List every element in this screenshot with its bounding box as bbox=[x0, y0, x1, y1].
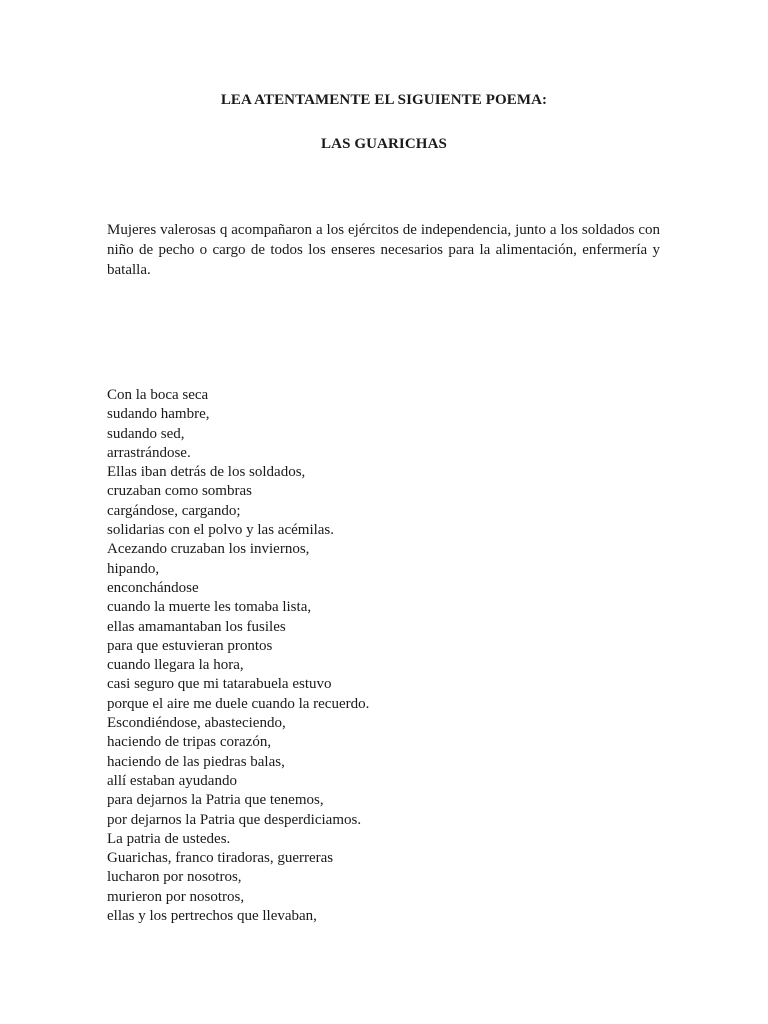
poem-line: casi seguro que mi tatarabuela estuvo bbox=[107, 676, 332, 693]
poem-line: cuando la muerte les tomaba lista, bbox=[107, 599, 312, 616]
poem-line: ellas y los pertrechos que llevaban, bbox=[107, 908, 317, 925]
poem-line: para que estuvieran prontos bbox=[107, 637, 273, 654]
poem-line: haciendo de tripas corazón, bbox=[107, 734, 272, 751]
poem-line: allí estaban ayudando bbox=[107, 772, 237, 789]
poem-line: enconchándose bbox=[107, 579, 199, 596]
poem-line: Escondiéndose, abasteciendo, bbox=[107, 715, 286, 732]
poem-line: ellas amamantaban los fusiles bbox=[107, 618, 286, 635]
instruction-heading: LEA ATENTAMENTE EL SIGUIENTE POEMA: bbox=[220, 92, 548, 108]
poem-line: La patria de ustedes. bbox=[107, 830, 231, 847]
poem-line: Acezando cruzaban los inviernos, bbox=[107, 541, 310, 558]
poem-line: Con la boca seca bbox=[107, 387, 209, 403]
poem-line: cuando llegara la hora, bbox=[107, 657, 244, 674]
poem-line: lucharon por nosotros, bbox=[107, 869, 242, 886]
poem-line: porque el aire me duele cuando la recuerdo. bbox=[107, 695, 370, 712]
poem-line: hipando, bbox=[107, 560, 160, 577]
poem-line: solidarias con el polvo y las acémilas. bbox=[107, 522, 335, 539]
intro-paragraph: Mujeres valerosas q acompañaron a los ejércitos de independencia, junto a los soldados con niño de pecho o cargo de todos los enseres necesarios para la alimentación, enfermería y batalla. bbox=[107, 222, 660, 278]
poem-line: sudando hambre, bbox=[107, 406, 210, 423]
poem-line: arrastrándose. bbox=[107, 444, 191, 461]
poem-line: Guarichas, franco tiradoras, guerreras bbox=[107, 850, 334, 867]
poem-line: para dejarnos la Patria que tenemos, bbox=[107, 792, 324, 809]
poem-line: murieron por nosotros, bbox=[107, 888, 245, 905]
poem-line: sudando sed, bbox=[107, 425, 185, 442]
poem-line: Ellas iban detrás de los soldados, bbox=[107, 464, 306, 481]
poem-line: cargándose, cargando; bbox=[107, 502, 241, 519]
poem-line: cruzaban como sombras bbox=[107, 483, 252, 500]
poem-line: haciendo de las piedras balas, bbox=[107, 753, 285, 770]
poem-line: por dejarnos la Patria que desperdiciamos. bbox=[107, 811, 362, 828]
poem-title: LAS GUARICHAS bbox=[321, 136, 447, 152]
poem-body bbox=[107, 386, 369, 926]
